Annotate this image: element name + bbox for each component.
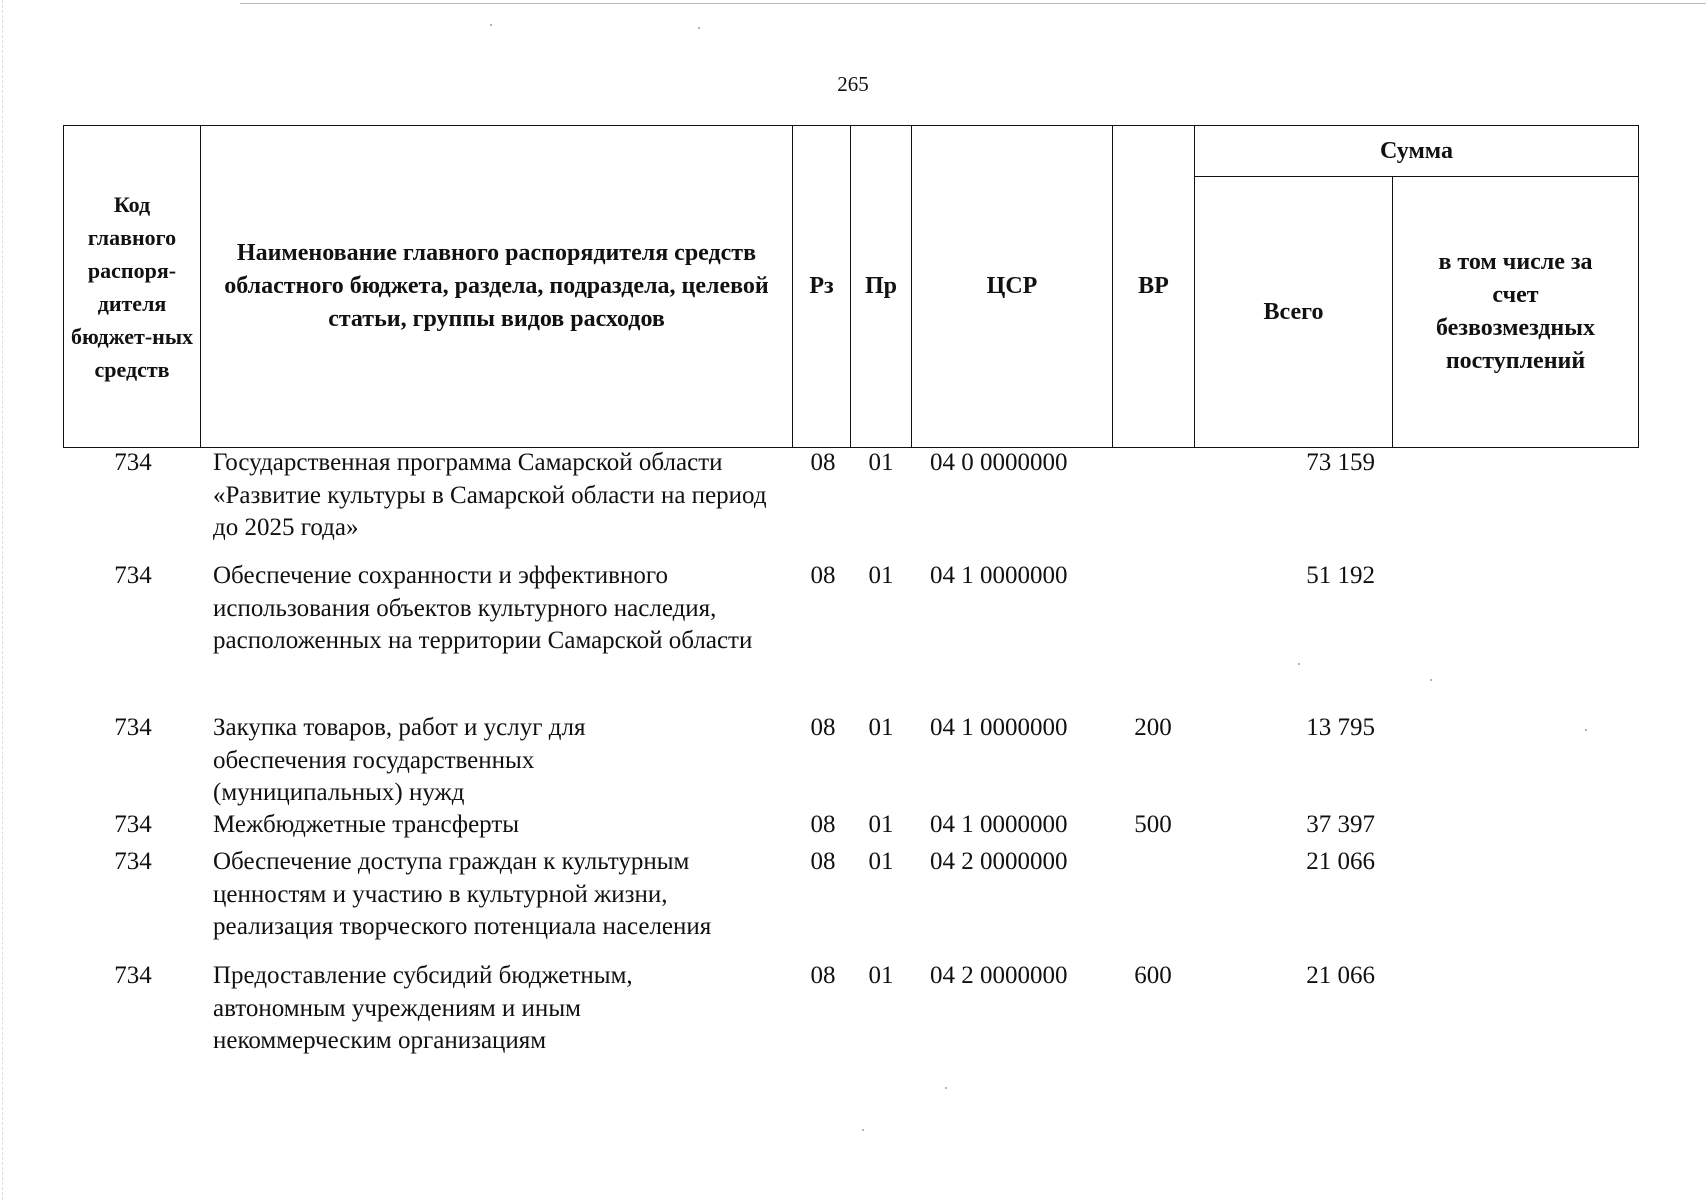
row-total: 13 795 xyxy=(1306,714,1375,741)
header-code: Код главного распоря-дителя бюджет-ных средств xyxy=(64,126,201,448)
row-csr: 04 1 0000000 xyxy=(930,811,1068,838)
header-total: Всего xyxy=(1195,177,1393,448)
row-code: 734 xyxy=(114,848,152,875)
row-csr: 04 2 0000000 xyxy=(930,962,1068,989)
page-number: 265 xyxy=(837,72,869,96)
row-name: Обеспечение доступа граждан к культурным ценностям и участию в культурной жизни, реализация творческого потенциала населения xyxy=(213,848,712,940)
row-total: 21 066 xyxy=(1306,848,1375,875)
row-total: 51 192 xyxy=(1306,562,1375,589)
row-rz: 08 xyxy=(810,848,836,875)
row-pr: 01 xyxy=(868,848,894,875)
row-code: 734 xyxy=(114,811,152,838)
row-pr: 01 xyxy=(868,714,894,741)
scan-speck xyxy=(945,1087,947,1089)
row-name: Предоставление субсидий бюджетным, автономным учреждениям и иным некоммерческим организациям xyxy=(213,962,633,1054)
scan-speck xyxy=(1430,679,1432,681)
row-rz: 08 xyxy=(810,562,836,589)
row-code: 734 xyxy=(114,562,152,589)
row-csr: 04 1 0000000 xyxy=(930,562,1068,589)
header-vr: ВР xyxy=(1113,126,1195,448)
header-pr: Пр xyxy=(851,126,912,448)
scan-edge-line-left xyxy=(2,0,3,1200)
row-pr: 01 xyxy=(868,962,894,989)
scan-speck xyxy=(490,24,492,26)
row-vr: 200 xyxy=(1134,714,1172,741)
row-total: 21 066 xyxy=(1306,962,1375,989)
row-csr: 04 1 0000000 xyxy=(930,714,1068,741)
row-rz: 08 xyxy=(810,714,836,741)
row-code: 734 xyxy=(114,962,152,989)
scan-speck xyxy=(1585,729,1587,731)
row-vr: 600 xyxy=(1134,962,1172,989)
row-rz: 08 xyxy=(810,811,836,838)
header-rz: Рз xyxy=(793,126,851,448)
row-rz: 08 xyxy=(810,962,836,989)
row-rz: 08 xyxy=(810,449,836,476)
row-pr: 01 xyxy=(868,562,894,589)
row-pr: 01 xyxy=(868,449,894,476)
row-total: 73 159 xyxy=(1306,449,1375,476)
row-code: 734 xyxy=(114,714,152,741)
row-name: Межбюджетные трансферты xyxy=(213,811,520,838)
header-name: Наименование главного распорядителя средств областного бюджета, раздела, подраздела, целевой статьи, группы видов расходов xyxy=(201,126,793,448)
row-csr: 04 2 0000000 xyxy=(930,848,1068,875)
budget-table-header xyxy=(63,125,1639,448)
header-grants: в том числе за счет безвозмездных поступлений xyxy=(1393,177,1639,448)
row-name: Государственная программа Самарской области «Развитие культуры в Самарской области на период до 2025 года» xyxy=(213,449,767,541)
row-vr: 500 xyxy=(1134,811,1172,838)
row-name: Закупка товаров, работ и услуг для обеспечения государственных (муниципальных) нужд xyxy=(213,714,586,806)
scan-speck xyxy=(1298,663,1300,665)
scan-edge-line xyxy=(240,3,1706,4)
row-total: 37 397 xyxy=(1306,811,1375,838)
scan-speck xyxy=(698,27,700,29)
header-csr: ЦСР xyxy=(912,126,1113,448)
scan-speck xyxy=(862,1129,864,1131)
row-code: 734 xyxy=(114,449,152,476)
row-pr: 01 xyxy=(868,811,894,838)
row-name: Обеспечение сохранности и эффективного использования объектов культурного наследия, расположенных на территории Самарской области xyxy=(213,562,753,654)
header-sum: Сумма xyxy=(1195,126,1639,177)
row-csr: 04 0 0000000 xyxy=(930,449,1068,476)
